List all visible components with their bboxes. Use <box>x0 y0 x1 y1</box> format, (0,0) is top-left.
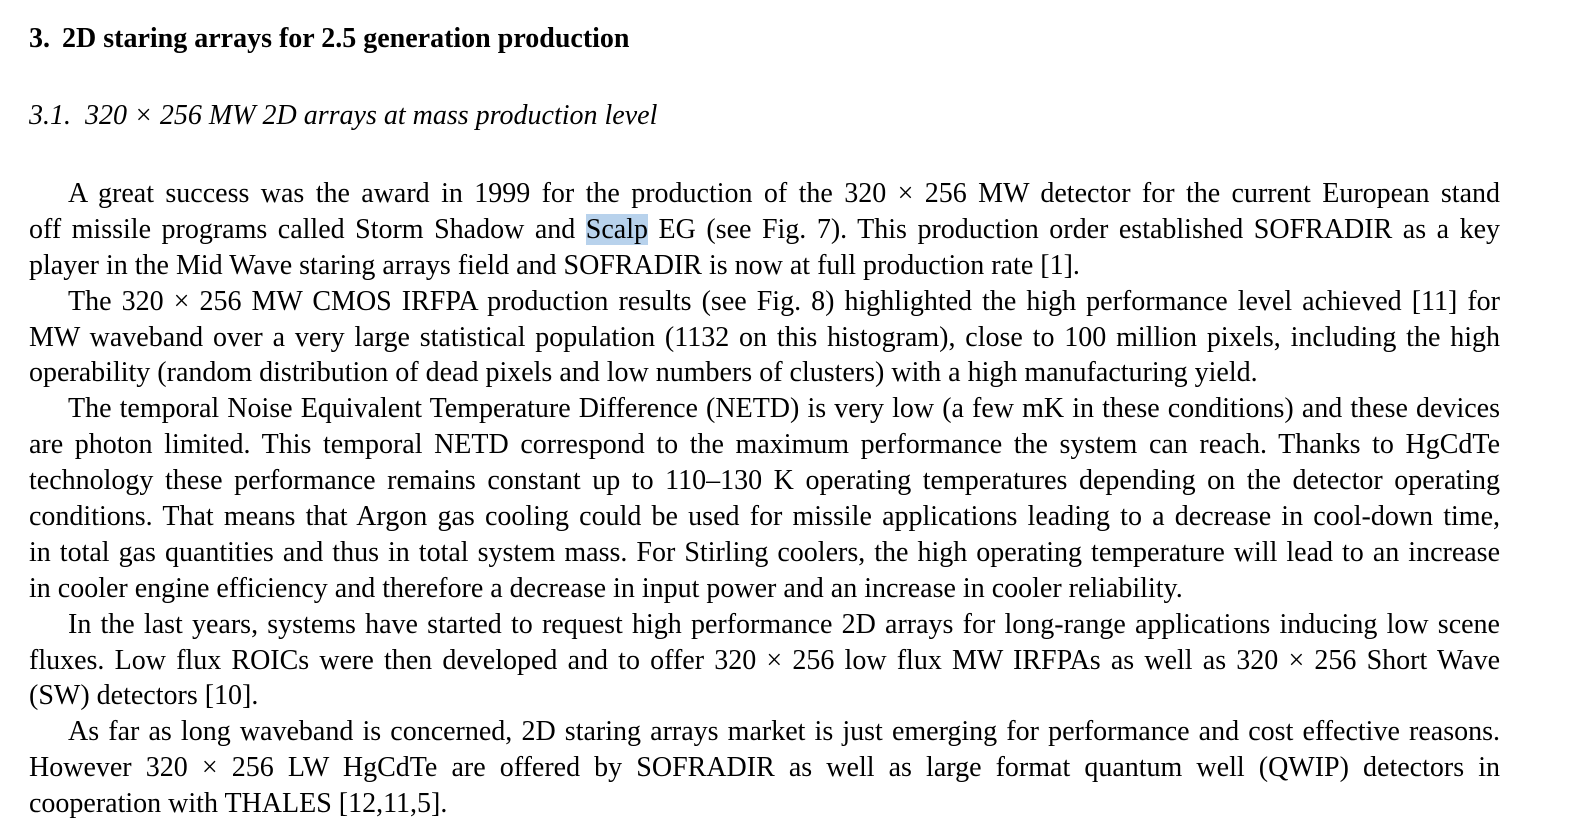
text-line[interactable]: (SW) detectors [10]. <box>29 680 259 712</box>
subsection-heading <box>29 97 657 135</box>
text-line[interactable]: However 320 × 256 LW HgCdTe are offered by SOFRADIR as well as large format quantum well (QWIP) detectors in <box>29 752 1500 784</box>
paragraph <box>29 176 1500 284</box>
text-line[interactable]: As far as long waveband is concerned, 2D staring arrays market is just emerging for performance and cost effective reasons. <box>68 716 1500 748</box>
paragraph <box>29 391 1500 606</box>
text-line[interactable]: conditions. That means that Argon gas cooling could be used for missile applications leading to a decrease in cool-down time, <box>29 501 1500 533</box>
text-line[interactable]: operability (random distribution of dead pixels and low numbers of clusters) with a high manufacturing yield. <box>29 357 1258 389</box>
paragraph <box>29 607 1500 715</box>
text-line[interactable]: The 320 × 256 MW CMOS IRFPA production results (see Fig. 8) highlighted the high performance level achieved [11] for <box>68 285 1500 317</box>
text-line[interactable]: A great success was the award in 1999 for the production of the 320 × 256 MW detector for the current European stand <box>68 178 1500 209</box>
paragraph <box>29 284 1500 392</box>
subsection-title: 320 × 256 MW 2D arrays at mass production level <box>85 100 658 131</box>
text-line[interactable]: in cooler engine efficiency and therefore a decrease in input power and an increase in cooler reliability. <box>29 572 1183 604</box>
text-line[interactable]: technology these performance remains constant up to 110–130 K operating temperatures depending on the detector operating <box>29 465 1500 497</box>
section-heading <box>29 20 630 58</box>
text-line[interactable]: player in the Mid Wave staring arrays field and SOFRADIR is now at full production rate [1]. <box>29 249 1080 281</box>
text-segment: off missile programs called Storm Shadow and <box>29 213 586 245</box>
text-line[interactable]: fluxes. Low flux ROICs were then developed and to offer 320 × 256 low flux MW IRFPAs as well as 320 × 256 Short Wave <box>29 644 1500 676</box>
text-line[interactable]: are photon limited. This temporal NETD correspond to the maximum performance the system can reach. Thanks to HgCdTe <box>29 429 1500 461</box>
selected-text[interactable]: Scalp <box>585 213 649 245</box>
text-line[interactable]: in total gas quantities and thus in total system mass. For Stirling coolers, the high operating temperature will lead to an increase <box>29 536 1500 568</box>
text-line[interactable]: The temporal Noise Equivalent Temperature Difference (NETD) is very low (a few mK in these conditions) and these devices <box>68 393 1500 425</box>
section-number: 3. <box>29 23 50 54</box>
text-line[interactable] <box>29 212 1500 248</box>
text-line[interactable]: cooperation with THALES [12,11,5]. <box>29 788 448 820</box>
body-text <box>29 176 1500 822</box>
subsection-number: 3.1. <box>29 100 71 131</box>
text-line[interactable]: MW waveband over a very large statistical population (1132 on this histogram), close to 100 million pixels, including the high <box>29 321 1500 353</box>
paragraph <box>29 714 1500 822</box>
text-segment: EG (see Fig. 7). This production order established SOFRADIR as a key <box>648 213 1500 245</box>
section-title: 2D staring arrays for 2.5 generation production <box>62 23 630 54</box>
text-line[interactable]: In the last years, systems have started to request high performance 2D arrays for long-range applications inducing low scene <box>68 608 1500 640</box>
